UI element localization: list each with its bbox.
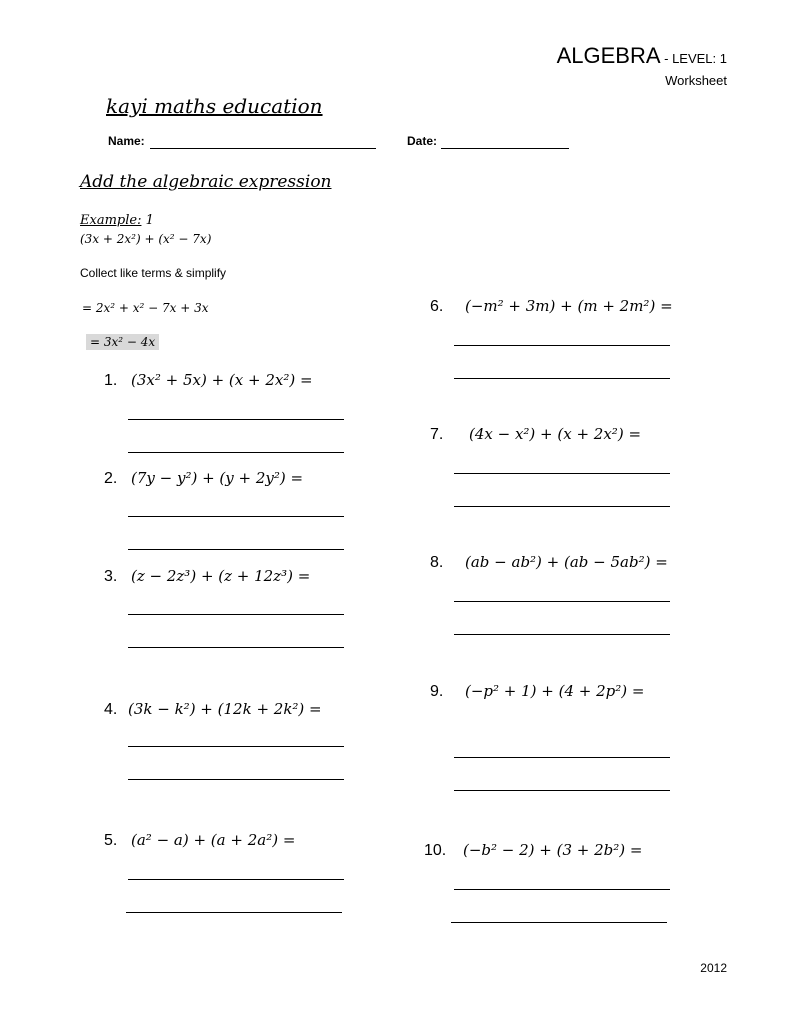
footer-year: 2012 — [700, 961, 727, 975]
title-text: ALGEBRA — [556, 43, 661, 68]
example-step-1: = 2x² + x² − 7x + 3x — [82, 301, 209, 315]
question-6-answer-line-1[interactable] — [454, 345, 670, 346]
name-field[interactable] — [150, 148, 376, 149]
question-4-answer-line-2[interactable] — [128, 779, 344, 780]
question-6-number: 6. — [430, 298, 444, 315]
question-3-number: 3. — [104, 568, 118, 585]
question-10-expression: (−b² − 2) + (3 + 2b²) = — [463, 841, 643, 859]
worksheet-title — [557, 43, 727, 69]
question-7-answer-line-1[interactable] — [454, 473, 670, 474]
question-5-number: 5. — [104, 832, 118, 849]
brand-name: kayi maths education — [106, 94, 323, 118]
collect-instruction: Collect like terms & simplify — [80, 266, 227, 280]
question-9-expression: (−p² + 1) + (4 + 2p²) = — [465, 682, 645, 700]
question-1-answer-line-1[interactable] — [128, 419, 344, 420]
question-4-expression: (3k − k²) + (12k + 2k²) = — [128, 700, 322, 718]
question-5-answer-line-2[interactable] — [126, 912, 342, 913]
question-2-answer-line-1[interactable] — [128, 516, 344, 517]
level-text: - LEVEL: 1 — [660, 51, 727, 66]
example-label — [80, 213, 154, 228]
question-2-expression: (7y − y²) + (y + 2y²) = — [131, 469, 304, 487]
example-label-text: Example: — [80, 213, 142, 228]
question-9-answer-line-2[interactable] — [454, 790, 670, 791]
example-expression: (3x + 2x²) + (x² − 7x) — [80, 232, 212, 246]
question-3-expression: (z − 2z³) + (z + 12z³) = — [131, 567, 311, 585]
question-3-answer-line-1[interactable] — [128, 614, 344, 615]
example-number: 1 — [145, 213, 154, 228]
question-7-expression: (4x − x²) + (x + 2x²) = — [469, 425, 642, 443]
question-1-number: 1. — [104, 372, 118, 389]
question-1-expression: (3x² + 5x) + (x + 2x²) = — [131, 371, 313, 389]
question-4-number: 4. — [104, 701, 118, 718]
example-answer: = 3x² − 4x — [86, 334, 159, 350]
question-8-answer-line-2[interactable] — [454, 634, 670, 635]
question-8-expression: (ab − ab²) + (ab − 5ab²) = — [465, 553, 668, 571]
worksheet-subtitle: Worksheet — [665, 73, 727, 88]
question-7-answer-line-2[interactable] — [454, 506, 670, 507]
question-8-number: 8. — [430, 554, 444, 571]
question-8-answer-line-1[interactable] — [454, 601, 670, 602]
question-10-number: 10. — [424, 842, 447, 859]
instruction-heading: Add the algebraic expression — [80, 172, 332, 192]
question-10-answer-line-1[interactable] — [454, 889, 670, 890]
question-9-answer-line-1[interactable] — [454, 757, 670, 758]
question-9-number: 9. — [430, 683, 444, 700]
question-2-number: 2. — [104, 470, 118, 487]
question-7-number: 7. — [430, 426, 444, 443]
question-2-answer-line-2[interactable] — [128, 549, 344, 550]
name-label: Name: — [108, 134, 145, 148]
question-4-answer-line-1[interactable] — [128, 746, 344, 747]
date-label: Date: — [407, 134, 438, 148]
question-10-answer-line-2[interactable] — [451, 922, 667, 923]
question-6-expression: (−m² + 3m) + (m + 2m²) = — [465, 297, 673, 315]
question-5-expression: (a² − a) + (a + 2a²) = — [131, 831, 296, 849]
date-field[interactable] — [441, 148, 569, 149]
question-5-answer-line-1[interactable] — [128, 879, 344, 880]
question-3-answer-line-2[interactable] — [128, 647, 344, 648]
question-1-answer-line-2[interactable] — [128, 452, 344, 453]
question-6-answer-line-2[interactable] — [454, 378, 670, 379]
